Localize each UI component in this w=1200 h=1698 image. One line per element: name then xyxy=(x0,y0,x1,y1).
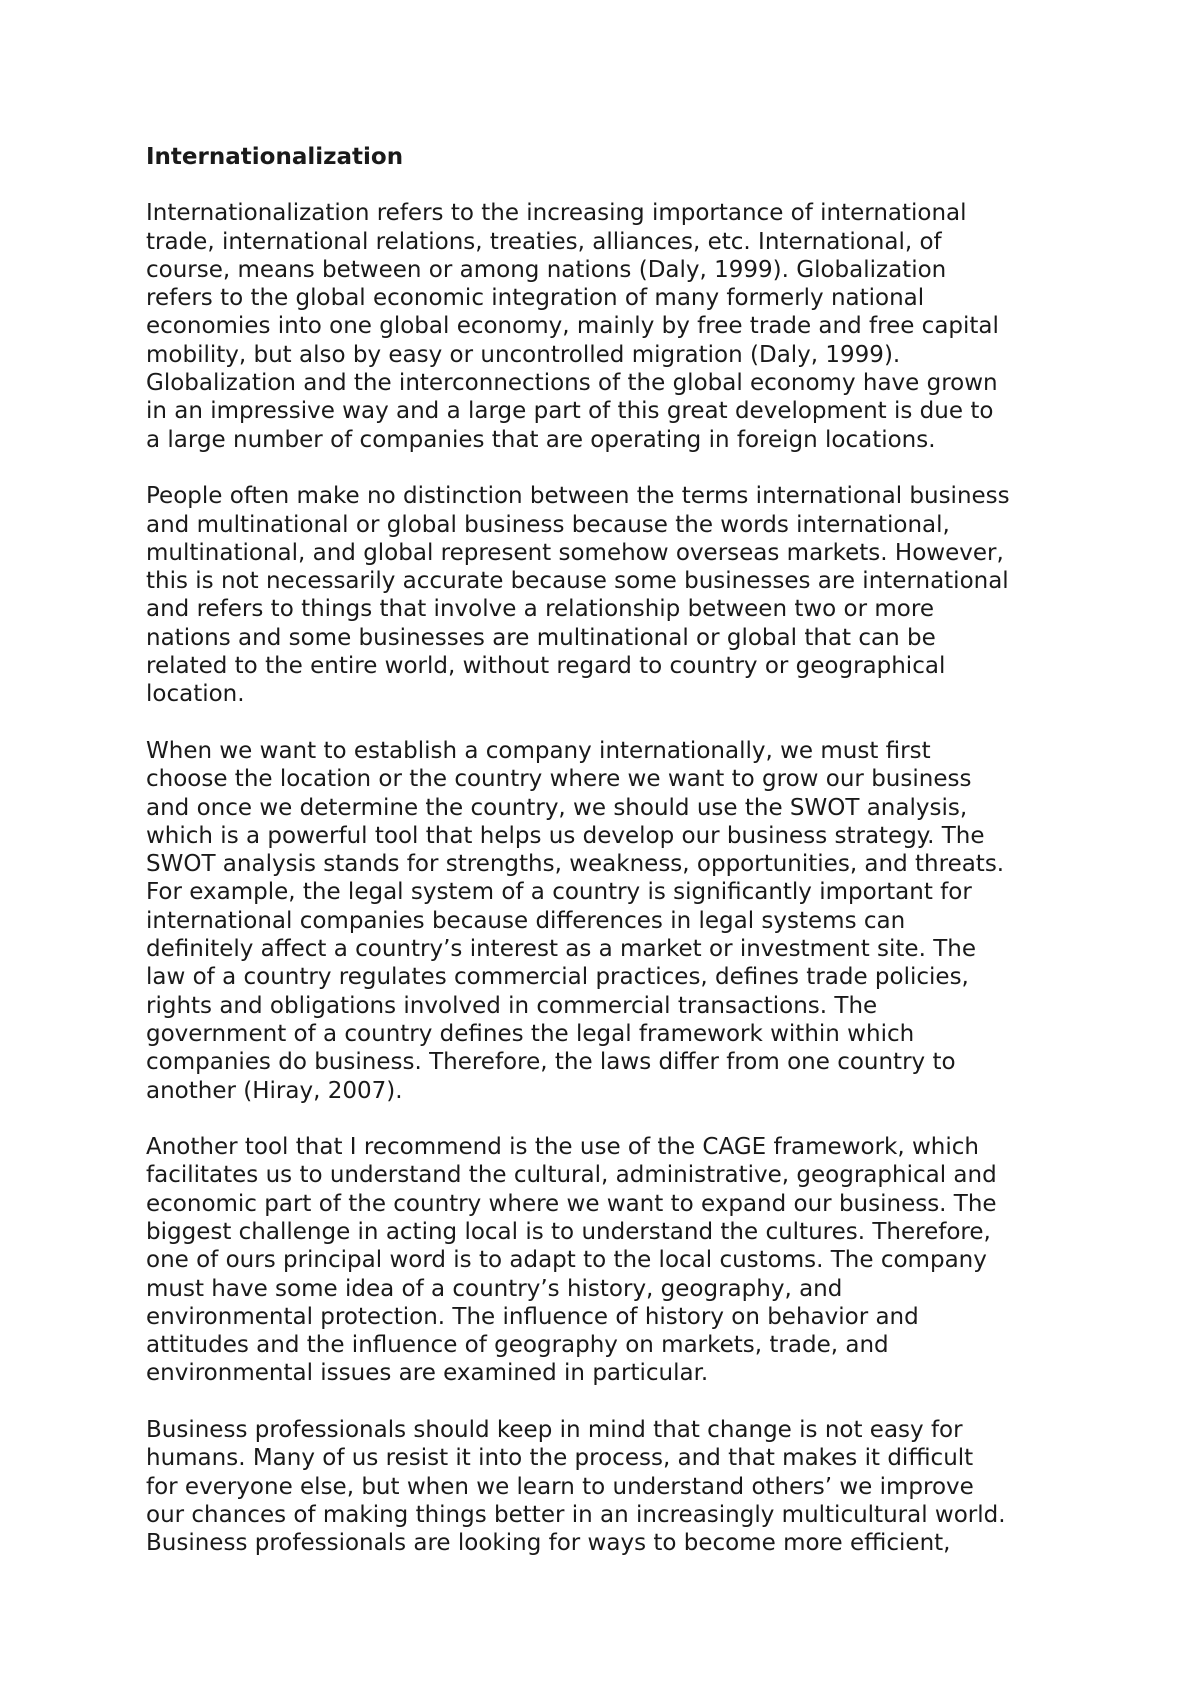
paragraph-business-terms: People often make no distinction between the terms international business and multinational or global business because the words international, multinational, and global represent somehow overseas markets. However, this is not necessarily accurate because some businesses are international and refers to things that involve a relationship between two or more nations and some businesses are multinational or global that can be related to the entire world, without regard to country or geographical location. xyxy=(146,483,1010,708)
document-body xyxy=(146,143,1076,1558)
document-title: Internationalization xyxy=(146,144,404,170)
paragraph-business-professionals: Business professionals should keep in mind that change is not easy for humans. Many of us resist it into the process, and that makes it difficult for everyone else, but when we learn to understand others’ we improve our chances of making things better in an increasingly multicultural world. Business professionals are looking for ways to become more efficient, xyxy=(146,1417,1006,1557)
paragraph-swot-analysis: When we want to establish a company internationally, we must first choose the location or the country where we want to grow our business and once we determine the country, we should use the SWOT analysis, which is a powerful tool that helps us develop our business strategy. The SWOT analysis stands for strengths, weakness, opportunities, and threats. For example, the legal system of a country is significantly important for international companies because differences in legal systems can definitely affect a country’s interest as a market or investment site. The law of a country regulates commercial practices, defines trade policies, rights and obligations involved in commercial transactions. The government of a country defines the legal framework within which companies do business. Therefore, the laws differ from one country to another (Hiray, 2007). xyxy=(146,737,1005,1104)
paragraph-internationalization-definition: Internationalization refers to the increasing importance of international trade, international relations, treaties, alliances, etc. International, of course, means between or among nations (Daly, 1999). Globalization refers to the global economic integration of many formerly national economies into one global economy, mainly by free trade and free capital mobility, but also by easy or uncontrolled migration (Daly, 1999). Globalization and the interconnections of the global economy have grown in an impressive way and a large part of this great development is due to a large number of companies that are operating in foreign locations. xyxy=(146,200,999,453)
paragraph-cage-framework: Another tool that I recommend is the use of the CAGE framework, which facilitates us to understand the cultural, administrative, geographical and economic part of the country where we want to expand our business. The biggest challenge in acting local is to understand the cultures. Therefore, one of ours principal word is to adapt to the local customs. The company must have some idea of a country’s history, geography, and environmental protection. The influence of history on behavior and attitudes and the influence of geography on markets, trade, and environmental issues are examined in particular. xyxy=(146,1134,997,1387)
